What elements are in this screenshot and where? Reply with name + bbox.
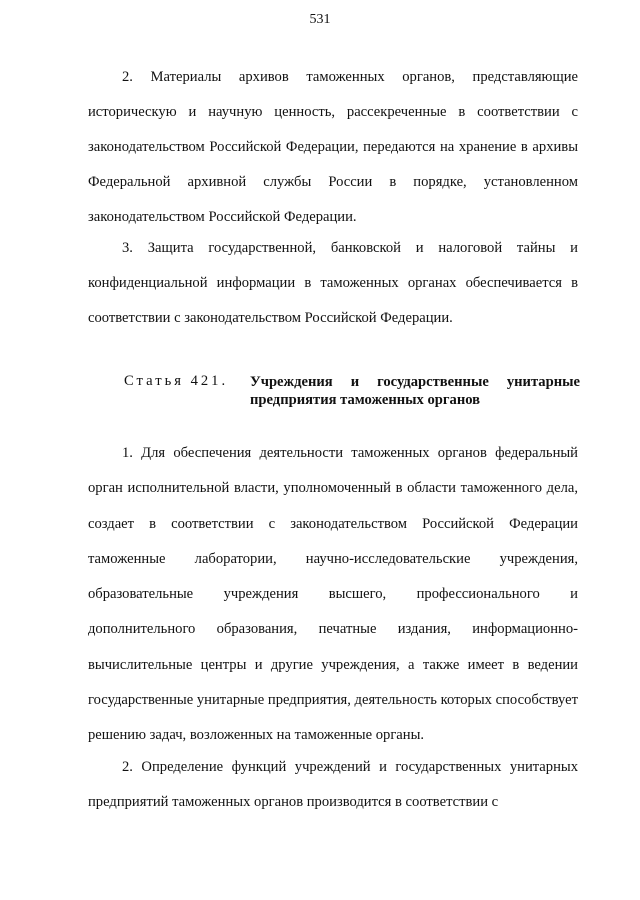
page-number: 531 [309, 12, 331, 27]
paragraph-functions [88, 750, 578, 820]
paragraph-text: 2. Материалы архивов таможенных органов, представляющие историческую и научную ценность, рассекреченные в соответствии с законодательством Российской Федерации, передаются на хранение в архивы Федеральной архивной службы России в порядке, установленном законодательством Российской Федерации. [88, 69, 578, 225]
paragraph-secrecy [88, 231, 578, 336]
paragraph-text: 2. Определение функций учреждений и государственных унитарных предприятий таможенных органов производится в соответствии с [88, 759, 578, 810]
paragraph-archives [88, 60, 578, 235]
paragraph-institutions [88, 436, 578, 754]
article-label: Статья 421. [124, 373, 229, 389]
paragraph-text: 3. Защита государственной, банковской и налоговой тайны и конфиденциальной информации в таможенных органах обеспечивается в соответствии с законодательством Российской Федерации. [88, 240, 578, 326]
paragraph-text: 1. Для обеспечения деятельности таможенных органов федеральный орган исполнительной власти, уполномоченный в области таможенного дела, создает в соответствии с законодательством Российской Федерации таможенные лаборатории, научно-исследовательские учреждения, образовательные учреждения высшего, профессионального и дополнительного образования, печатные издания, информационно-вычислительные центры и другие учреждения, а также имеет в ведении государственные унитарные предприятия, деятельность которых способствует решению задач, возложенных на таможенные органы. [88, 445, 578, 744]
article-title: Учреждения и государственные унитарные предприятия таможенных органов [250, 374, 580, 408]
